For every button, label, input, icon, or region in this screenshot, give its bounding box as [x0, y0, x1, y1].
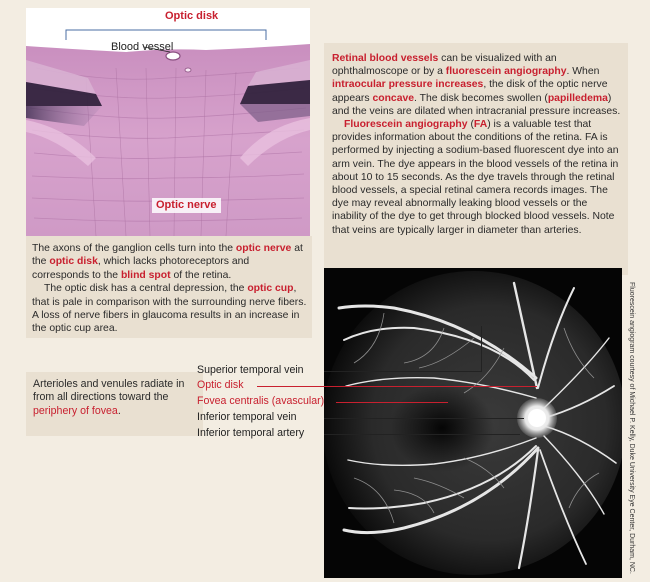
term-optic-disk: optic disk [49, 256, 98, 268]
term-papilledema: papilledema [547, 92, 608, 104]
text-run: can be visualized with an ophthalmoscope or by a [332, 53, 557, 78]
text-run: . The disk becomes swollen ( [414, 92, 548, 104]
retinal-paragraph-1 [332, 52, 624, 118]
term-periphery-of-fovea: periphery of fovea [33, 404, 118, 417]
term-fluorescein-angiography: fluorescein angiography [445, 66, 567, 78]
text-run: The axons of the ganglion cells turn into the [32, 243, 236, 254]
axons-description-box [26, 236, 312, 338]
text-run: ( [467, 119, 474, 131]
axons-paragraph-1 [32, 242, 308, 282]
optic-disk-label: Optic disk [197, 379, 244, 391]
optic-nerve-label: Optic nerve [152, 198, 221, 213]
text-run: Arterioles and venules radiate in from all directions toward the [33, 378, 185, 404]
optic-disk-micrograph [26, 8, 310, 236]
retinal-vessels-description-box [324, 43, 628, 275]
superior-temporal-vein-label: Superior temporal vein [197, 364, 304, 376]
text-run: . When [566, 66, 600, 78]
term-blind-spot: blind spot [120, 269, 171, 281]
optic-disk-title: Optic disk [165, 10, 219, 22]
fovea-centralis-label: Fovea centralis (avascular) [197, 395, 325, 407]
arterioles-paragraph [33, 378, 199, 418]
inferior-temporal-vein-label: Inferior temporal vein [197, 411, 297, 423]
angiogram-image [324, 268, 622, 578]
fovea-centralis-leader [336, 402, 448, 403]
blood-vessel-label: Blood vessel [111, 41, 174, 53]
inferior-temporal-artery-leader [324, 434, 520, 435]
inferior-temporal-artery-label: Inferior temporal artery [197, 427, 305, 439]
arterioles-description-box [26, 372, 203, 436]
text-run: at the [32, 243, 303, 268]
text-run: , the disk of the optic nerve appears [332, 79, 608, 104]
term-intraocular-pressure: intraocular pressure increases [332, 79, 484, 91]
superior-temporal-vein-leader-vertical [481, 326, 482, 372]
text-run: of the retina. [170, 269, 232, 281]
optic-disk-leader [257, 386, 537, 387]
term-optic-nerve: optic nerve [235, 243, 292, 254]
text-run: ) and the veins are dilated when intracranial pressure increases. [332, 92, 621, 117]
retinal-paragraph-2 [332, 118, 624, 237]
term-optic-cup: optic cup [247, 283, 294, 295]
text-run: , which lacks photoreceptors and corresponds to the [32, 256, 250, 281]
term-retinal-blood-vessels: Retinal blood vessels [332, 53, 439, 64]
inferior-temporal-vein-leader [324, 418, 524, 419]
axons-paragraph-2 [32, 282, 308, 336]
image-credit: Fluorescein angiogram courtesy of Michael P. Kelly, Duke University Eye Center, Durham, NC. [628, 282, 635, 574]
superior-temporal-vein-leader [324, 371, 482, 372]
term-fa: FA [473, 119, 488, 131]
term-concave: concave [372, 92, 415, 104]
text-run: ) is a valuable test that provides information about the conditions of the retina. FA is performed by injecting a sodium-based fluorescent dye into an arm vein. The dye appears in the blood vessels of the retina in about 10 to 15 seconds. As the dye travels through the retinal blood vessels, a special retinal camera records images. The dye may reveal abnormally leaking blood vessels or the inability of the dye to get through blocked blood vessels. Note that veins are typically larger in diameter than arteries. [332, 119, 619, 236]
text-run: The optic disk has a central depression, the [44, 283, 248, 295]
text-run: , that is pale in comparison with the surrounding nerve fibers. A loss of nerve fibers in glaucoma results in an increase in the optic cup area. [32, 283, 307, 335]
text-run: . [117, 404, 121, 417]
term-fluorescein-angiography-2: Fluorescein angiography [344, 119, 468, 131]
fluorescein-angiogram [324, 268, 622, 578]
